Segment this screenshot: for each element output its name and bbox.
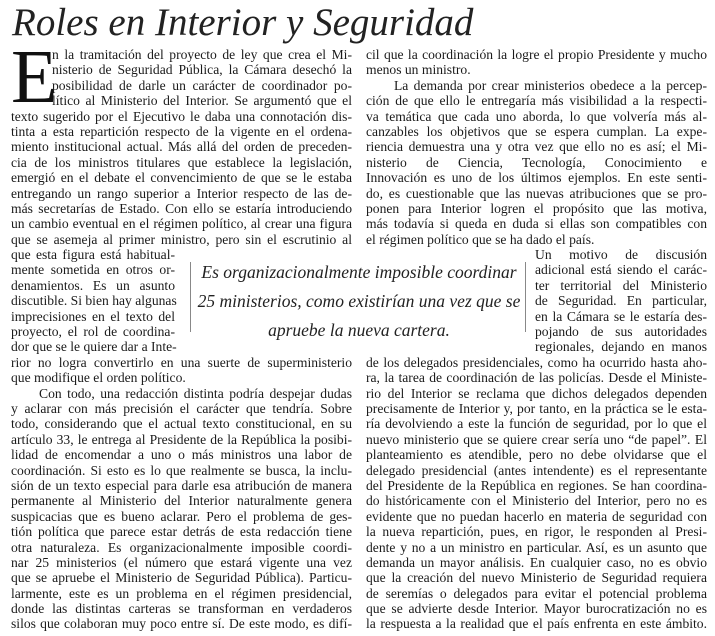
- text-line: más secretarías de Estado. Con ello se estaría introduciendo: [11, 200, 352, 216]
- pull-quote-line: apruebe la nueva cartera.: [268, 320, 450, 340]
- text-line: evidente que no puedan hacerlo en materia de seguridad con: [366, 508, 707, 524]
- text-line: rior no logra convertirlo en una suerte de superministerio: [11, 354, 352, 370]
- text-line: rio del Interior se reclama que dichos delegados dependen: [366, 385, 707, 401]
- text-line: ción de que ello le entregaría más visibilidad a la respecti-: [366, 93, 707, 109]
- text-line: tinta a esta repartición respecto de la vigente en el ordena-: [11, 123, 352, 139]
- text-line: sión de un texto especial para darle esa atribución de manera: [11, 477, 352, 493]
- text-line: ter territorial del Ministerio: [535, 277, 707, 293]
- text-line: que se advierte desde Interior. Mayor burocratización no es: [366, 601, 707, 617]
- text-line: todo, considerando que el actual texto constitucional, en su: [11, 416, 352, 432]
- text-line: más todavía si queda en duda si ellas son compatibles con: [366, 216, 707, 232]
- text-line: dor que se le quiere dar a Inte-: [11, 339, 177, 355]
- text-line: ra, la tarea de coordinación de las policías. Desde el Ministe-: [366, 370, 707, 386]
- text-line: texto sugerido por el Ejecutivo le daba una connotación dis-: [11, 108, 352, 124]
- text-line: de los delegados presidenciales, como ha ocurrido hasta aho-: [366, 354, 707, 370]
- text-line: otra naturaleza. Es organizacionalmente imposible coordi-: [11, 539, 352, 555]
- text-line: lidad de encomendar a uno o más ministros una labor de: [11, 447, 352, 463]
- text-line: donde las distintas carteras se transforman en verdaderos: [11, 601, 352, 617]
- text-line: larmente, este es un problema en el régimen presidencial,: [11, 585, 352, 601]
- text-line: entregando un rango superior a Interior respecto de las de-: [11, 185, 352, 201]
- text-line: cia de los ministros titulares que establece la legislación,: [11, 154, 352, 170]
- text-line: tión política que parece estar detrás de esta redacción tiene: [11, 524, 352, 540]
- text-line: suspicacias que es bueno aclarar. Pero el problema de ges-: [11, 508, 352, 524]
- text-line: do históricamente con el Ministerio del Interior, pero no es: [366, 493, 707, 509]
- text-line: adicional está siendo el carác-: [535, 262, 707, 278]
- text-line: en la Cámara se le estaría des-: [535, 308, 707, 324]
- text-line: que se apruebe el Ministerio de Seguridad Pública). Particu-: [11, 570, 352, 586]
- text-line: que esta figura está habitual-: [11, 247, 175, 263]
- pull-quote-line: Es organizacionalmente imposible coordinar: [201, 262, 517, 282]
- text-line: la nueva repartición, pues, en rigor, le responden al Presi-: [366, 524, 707, 540]
- text-line: permanente al Ministerio del Interior naturalmente genera: [11, 493, 352, 509]
- text-line: Innovación es uno de los últimos ejemplos. En este senti-: [366, 170, 707, 186]
- text-line: el régimen político que se ha dado el país.: [366, 231, 595, 247]
- text-line: Un motivo de discusión: [535, 247, 707, 263]
- text-line: de seremías o delegados para evitar el potencial problema: [366, 585, 707, 601]
- text-line: nar 25 ministerios (el número que estará vigente una vez: [11, 554, 352, 570]
- text-line: que la creación del nuevo Ministerio de Seguridad requiera: [366, 570, 707, 586]
- text-line: que modifique el orden político.: [11, 370, 186, 386]
- text-line: La demanda por crear ministerios obedece a la percep-: [394, 77, 707, 93]
- text-line: n la tramitación del proyecto de ley que crea el Mi-: [52, 47, 352, 62]
- text-line: un cambio eventual en el régimen político, al crear una figura: [11, 216, 352, 232]
- text-line: Con todo, una redacción distinta podría despejar dudas: [39, 385, 352, 401]
- text-line: cil que la coordinación la logre el propio Presidente y mucho: [366, 47, 707, 62]
- text-line: ponen para Interior logren el propósito que las motiva,: [366, 200, 707, 216]
- text-line: nisterio de Ciencia, Tecnología, Conocimiento e: [366, 154, 707, 170]
- text-line: delegado presidencial (antes intendente) es el representante: [366, 462, 707, 478]
- text-line: denamientos. Es un asunto: [11, 277, 175, 293]
- text-line: planteamiento es atendible, pero no debe olvidarse que el: [366, 447, 707, 463]
- pull-quote-divider-right: [525, 262, 526, 332]
- text-line: pojando de sus autoridades: [535, 324, 707, 340]
- text-line: demanda un mayor análisis. En cualquier caso, no es obvio: [366, 554, 707, 570]
- text-line: regionales, dejando en manos: [535, 339, 707, 355]
- pull-quote-line: 25 ministerios, como existirían una vez que se: [197, 291, 521, 311]
- pull-quote: [196, 258, 522, 345]
- text-line: coordinación. Si esto es lo que realmente se busca, la inclu-: [11, 462, 352, 478]
- text-line: artículo 33, le entrega al Presidente de la República la posibi-: [11, 431, 352, 447]
- text-line: y aclarar con más precisión el carácter que tendría. Sobre: [11, 400, 352, 416]
- text-line: mente sometida en otros or-: [11, 262, 175, 278]
- text-line: miento institucional actual. Más allá del orden de preceden-: [11, 139, 352, 155]
- text-line: silos que colaboran muy poco entre sí. De este modo, es difí-: [11, 616, 352, 632]
- text-line: la respuesta a la realidad que el país enfrenta en este ámbito.: [366, 616, 707, 632]
- text-line: que se asemeja al primer ministro, pero sin el escrutinio al: [11, 231, 352, 247]
- text-line: canzables los objetivos que se espera cumplan. La expe-: [366, 123, 707, 139]
- text-line: ría devolviendo a este la función de seguridad, por lo que el: [366, 416, 707, 432]
- text-line: de Seguridad. En particular,: [535, 293, 707, 309]
- text-line: va temática que cada uno aborda, lo que volvería más al-: [366, 108, 707, 124]
- text-line: posibilidad de darle un carácter de coordinador po-: [52, 77, 352, 93]
- text-line: menos un ministro.: [366, 62, 471, 78]
- text-line: dente y no a un ministro en particular. Así, es un asunto que: [366, 539, 707, 555]
- text-line: do, es cuestionable que las nuevas atribuciones que se pro-: [366, 185, 707, 201]
- text-line: discutible. Si bien hay algunas: [11, 293, 177, 309]
- text-line: nuevo ministerio que se quiere crear sería uno “de papel”. El: [366, 431, 707, 447]
- text-line: imprecisiones en el texto del: [11, 308, 175, 324]
- text-line: lítico al Ministerio del Interior. Se argumentó que el: [52, 93, 352, 109]
- text-line: emergió en el debate el convencimiento de que se le estaba: [11, 170, 352, 186]
- text-line: precisamente de Interior y, por tanto, en la práctica se le esta-: [366, 400, 707, 416]
- drop-cap: E: [11, 35, 58, 119]
- article-title: Roles en Interior y Seguridad: [12, 1, 474, 44]
- text-line: proyecto, el rol de coordina-: [11, 324, 175, 340]
- text-line: del Presidente de la República en regiones. Se han coordina-: [366, 477, 707, 493]
- pull-quote-divider-left: [190, 262, 191, 332]
- text-line: nisterio de Seguridad Pública, la Cámara desechó la: [52, 62, 352, 78]
- text-line: riencia demuestra una y otra vez que ello no es así; el Mi-: [366, 139, 707, 155]
